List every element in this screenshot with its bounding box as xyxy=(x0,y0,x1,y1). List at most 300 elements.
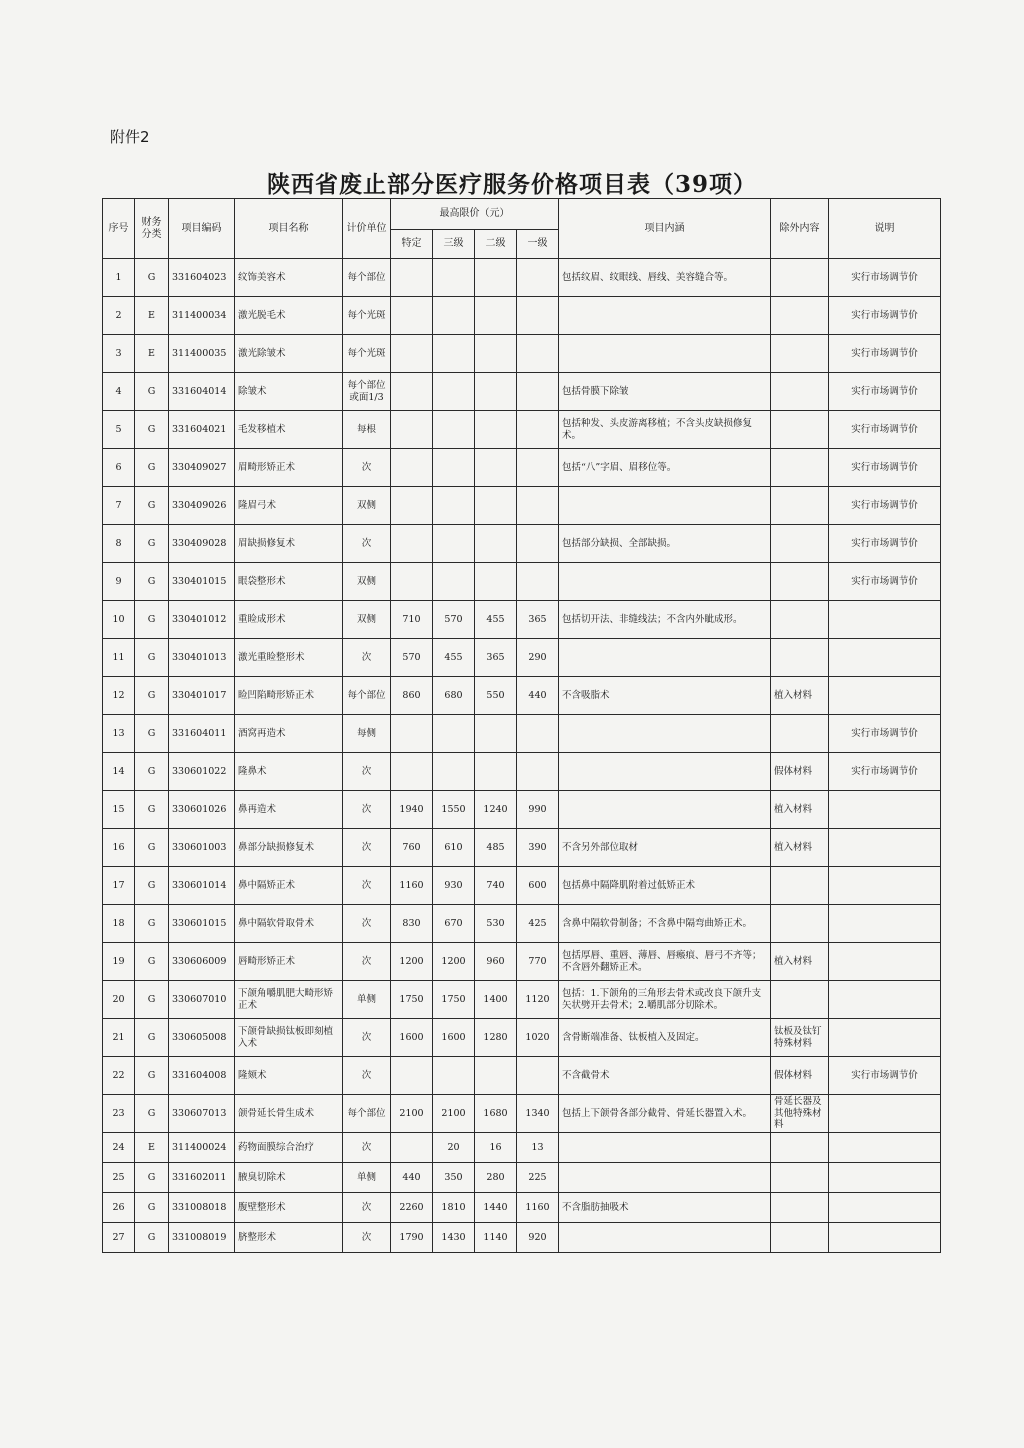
cell-content xyxy=(559,1223,771,1253)
cell-no: 23 xyxy=(103,1095,135,1133)
cell-name: 下颌骨缺损钛板即刻植入术 xyxy=(235,1019,343,1057)
cell-special xyxy=(391,297,433,335)
cell-special: 1600 xyxy=(391,1019,433,1057)
cell-code: 330401012 xyxy=(169,601,235,639)
cell-content: 包括部分缺损、全部缺损。 xyxy=(559,525,771,563)
cell-no: 25 xyxy=(103,1163,135,1193)
cell-name: 隆鼻术 xyxy=(235,753,343,791)
cell-level2: 1680 xyxy=(475,1095,517,1133)
cell-level1 xyxy=(517,753,559,791)
table-row xyxy=(103,297,941,335)
cell-unit: 次 xyxy=(343,905,391,943)
cell-exclusion: 骨延长器及其他特殊材料 xyxy=(771,1095,829,1133)
cell-category: E xyxy=(135,297,169,335)
header-unit: 计价单位 xyxy=(343,199,391,259)
cell-level3: 570 xyxy=(433,601,475,639)
header-name: 项目名称 xyxy=(235,199,343,259)
cell-no: 9 xyxy=(103,563,135,601)
cell-content xyxy=(559,715,771,753)
cell-name: 药物面膜综合治疗 xyxy=(235,1133,343,1163)
cell-name: 腋臭切除术 xyxy=(235,1163,343,1193)
cell-level1: 990 xyxy=(517,791,559,829)
cell-level3 xyxy=(433,449,475,487)
table-row xyxy=(103,905,941,943)
cell-level1 xyxy=(517,1057,559,1095)
cell-name: 鼻中隔矫正术 xyxy=(235,867,343,905)
cell-exclusion: 植入材料 xyxy=(771,943,829,981)
cell-unit: 次 xyxy=(343,753,391,791)
cell-name: 纹饰美容术 xyxy=(235,259,343,297)
cell-level3: 455 xyxy=(433,639,475,677)
cell-no: 16 xyxy=(103,829,135,867)
cell-level3: 1430 xyxy=(433,1223,475,1253)
cell-level1: 1340 xyxy=(517,1095,559,1133)
cell-code: 330401017 xyxy=(169,677,235,715)
table-row xyxy=(103,943,941,981)
cell-content: 含鼻中隔软骨制备；不含鼻中隔弯曲矫正术。 xyxy=(559,905,771,943)
cell-note: 实行市场调节价 xyxy=(829,297,941,335)
cell-level3: 680 xyxy=(433,677,475,715)
attachment-label: 附件2 xyxy=(110,128,150,146)
table-row xyxy=(103,335,941,373)
cell-level2: 16 xyxy=(475,1133,517,1163)
cell-unit: 次 xyxy=(343,639,391,677)
cell-content xyxy=(559,297,771,335)
cell-level2: 1140 xyxy=(475,1223,517,1253)
cell-content xyxy=(559,487,771,525)
cell-code: 331008019 xyxy=(169,1223,235,1253)
table-row xyxy=(103,677,941,715)
cell-content xyxy=(559,335,771,373)
cell-level1 xyxy=(517,297,559,335)
cell-level3 xyxy=(433,487,475,525)
cell-no: 15 xyxy=(103,791,135,829)
cell-note xyxy=(829,639,941,677)
cell-exclusion xyxy=(771,373,829,411)
cell-special xyxy=(391,715,433,753)
cell-note xyxy=(829,829,941,867)
cell-no: 12 xyxy=(103,677,135,715)
cell-category: G xyxy=(135,563,169,601)
cell-level2 xyxy=(475,753,517,791)
cell-exclusion xyxy=(771,525,829,563)
cell-level3: 670 xyxy=(433,905,475,943)
cell-unit: 每侧 xyxy=(343,715,391,753)
cell-no: 10 xyxy=(103,601,135,639)
cell-level3: 20 xyxy=(433,1133,475,1163)
cell-level2: 1280 xyxy=(475,1019,517,1057)
cell-content xyxy=(559,1163,771,1193)
cell-unit: 次 xyxy=(343,1057,391,1095)
cell-no: 5 xyxy=(103,411,135,449)
cell-unit: 次 xyxy=(343,1019,391,1057)
cell-content: 包括：1.下颌角的三角形去骨术或改良下颌升支矢状劈开去骨术；2.嚼肌部分切除术。 xyxy=(559,981,771,1019)
cell-code: 331604014 xyxy=(169,373,235,411)
cell-category: G xyxy=(135,525,169,563)
cell-level2 xyxy=(475,297,517,335)
cell-level3 xyxy=(433,411,475,449)
cell-no: 21 xyxy=(103,1019,135,1057)
cell-no: 22 xyxy=(103,1057,135,1095)
cell-unit: 每个光斑 xyxy=(343,297,391,335)
cell-category: G xyxy=(135,1057,169,1095)
cell-level2: 1400 xyxy=(475,981,517,1019)
cell-level3 xyxy=(433,563,475,601)
table-row xyxy=(103,487,941,525)
cell-code: 330601022 xyxy=(169,753,235,791)
cell-note xyxy=(829,943,941,981)
cell-level3 xyxy=(433,297,475,335)
cell-content: 包括切开法、非缝线法；不含内外眦成形。 xyxy=(559,601,771,639)
cell-note: 实行市场调节价 xyxy=(829,487,941,525)
cell-note xyxy=(829,867,941,905)
header-note: 说明 xyxy=(829,199,941,259)
cell-code: 311400034 xyxy=(169,297,235,335)
cell-category: G xyxy=(135,1223,169,1253)
cell-note: 实行市场调节价 xyxy=(829,449,941,487)
cell-level1 xyxy=(517,449,559,487)
cell-level2: 1240 xyxy=(475,791,517,829)
table-row xyxy=(103,829,941,867)
header-category: 财务分类 xyxy=(135,199,169,259)
cell-name: 重睑成形术 xyxy=(235,601,343,639)
cell-code: 330607010 xyxy=(169,981,235,1019)
cell-note xyxy=(829,1193,941,1223)
table-row xyxy=(103,1057,941,1095)
cell-level2: 1440 xyxy=(475,1193,517,1223)
cell-level2 xyxy=(475,487,517,525)
table-row xyxy=(103,867,941,905)
cell-name: 毛发移植术 xyxy=(235,411,343,449)
cell-name: 腹壁整形术 xyxy=(235,1193,343,1223)
cell-level2 xyxy=(475,563,517,601)
cell-content xyxy=(559,639,771,677)
cell-special xyxy=(391,1057,433,1095)
table-row xyxy=(103,791,941,829)
cell-special: 760 xyxy=(391,829,433,867)
cell-category: E xyxy=(135,1133,169,1163)
cell-level3: 930 xyxy=(433,867,475,905)
table-row xyxy=(103,373,941,411)
cell-content xyxy=(559,563,771,601)
cell-unit: 双侧 xyxy=(343,601,391,639)
cell-level1 xyxy=(517,563,559,601)
cell-level1: 1120 xyxy=(517,981,559,1019)
cell-unit: 每个部位 xyxy=(343,259,391,297)
cell-special xyxy=(391,487,433,525)
cell-code: 330601003 xyxy=(169,829,235,867)
cell-special xyxy=(391,563,433,601)
table-row xyxy=(103,525,941,563)
cell-exclusion xyxy=(771,867,829,905)
cell-code: 330601014 xyxy=(169,867,235,905)
cell-unit: 每个光斑 xyxy=(343,335,391,373)
cell-name: 酒窝再造术 xyxy=(235,715,343,753)
table-row xyxy=(103,259,941,297)
price-table xyxy=(102,198,941,1253)
cell-code: 330601015 xyxy=(169,905,235,943)
cell-level2 xyxy=(475,1057,517,1095)
cell-code: 331604011 xyxy=(169,715,235,753)
cell-level1: 770 xyxy=(517,943,559,981)
header-code: 项目编码 xyxy=(169,199,235,259)
cell-exclusion xyxy=(771,449,829,487)
cell-level1: 225 xyxy=(517,1163,559,1193)
cell-code: 330409028 xyxy=(169,525,235,563)
cell-exclusion xyxy=(771,1163,829,1193)
cell-note xyxy=(829,981,941,1019)
cell-level2 xyxy=(475,335,517,373)
cell-level2 xyxy=(475,715,517,753)
table-row xyxy=(103,639,941,677)
cell-unit: 每个部位或面1/3 xyxy=(343,373,391,411)
cell-special: 710 xyxy=(391,601,433,639)
cell-unit: 次 xyxy=(343,525,391,563)
cell-name: 脐整形术 xyxy=(235,1223,343,1253)
cell-category: G xyxy=(135,487,169,525)
cell-level1: 600 xyxy=(517,867,559,905)
cell-name: 眉畸形矫正术 xyxy=(235,449,343,487)
cell-exclusion xyxy=(771,297,829,335)
cell-special: 1160 xyxy=(391,867,433,905)
table-row xyxy=(103,563,941,601)
cell-unit: 次 xyxy=(343,1193,391,1223)
cell-level1: 1020 xyxy=(517,1019,559,1057)
cell-special xyxy=(391,525,433,563)
cell-exclusion xyxy=(771,601,829,639)
cell-note xyxy=(829,1019,941,1057)
cell-level3: 610 xyxy=(433,829,475,867)
cell-content xyxy=(559,791,771,829)
cell-level1 xyxy=(517,411,559,449)
table-row xyxy=(103,1095,941,1133)
cell-level1: 290 xyxy=(517,639,559,677)
cell-special: 1790 xyxy=(391,1223,433,1253)
cell-level3 xyxy=(433,259,475,297)
cell-unit: 次 xyxy=(343,1223,391,1253)
table-row xyxy=(103,981,941,1019)
cell-unit: 次 xyxy=(343,829,391,867)
table-row xyxy=(103,1193,941,1223)
cell-level3 xyxy=(433,373,475,411)
cell-no: 13 xyxy=(103,715,135,753)
cell-level3 xyxy=(433,1057,475,1095)
cell-exclusion xyxy=(771,639,829,677)
cell-unit: 单侧 xyxy=(343,1163,391,1193)
cell-category: G xyxy=(135,1019,169,1057)
cell-level3: 2100 xyxy=(433,1095,475,1133)
cell-no: 20 xyxy=(103,981,135,1019)
cell-unit: 次 xyxy=(343,867,391,905)
cell-content: 包括上下颌骨各部分截骨、骨延长器置入术。 xyxy=(559,1095,771,1133)
cell-special: 2260 xyxy=(391,1193,433,1223)
cell-level3: 1550 xyxy=(433,791,475,829)
cell-code: 330601026 xyxy=(169,791,235,829)
cell-content: 包括“八”字眉、眉移位等。 xyxy=(559,449,771,487)
cell-exclusion: 植入材料 xyxy=(771,829,829,867)
cell-note: 实行市场调节价 xyxy=(829,525,941,563)
table-row xyxy=(103,411,941,449)
cell-exclusion xyxy=(771,715,829,753)
cell-name: 眉缺损修复术 xyxy=(235,525,343,563)
cell-exclusion: 植入材料 xyxy=(771,791,829,829)
cell-unit: 双侧 xyxy=(343,487,391,525)
cell-no: 4 xyxy=(103,373,135,411)
cell-content: 含骨断端准备、钛板植入及固定。 xyxy=(559,1019,771,1057)
cell-note: 实行市场调节价 xyxy=(829,1057,941,1095)
cell-no: 8 xyxy=(103,525,135,563)
cell-no: 6 xyxy=(103,449,135,487)
cell-level2 xyxy=(475,259,517,297)
cell-unit: 每个部位 xyxy=(343,677,391,715)
cell-name: 激光脱毛术 xyxy=(235,297,343,335)
cell-content: 包括种发、头皮游离移植；不含头皮缺损修复术。 xyxy=(559,411,771,449)
cell-level2: 530 xyxy=(475,905,517,943)
cell-special xyxy=(391,1133,433,1163)
cell-special: 860 xyxy=(391,677,433,715)
cell-unit: 单侧 xyxy=(343,981,391,1019)
cell-category: G xyxy=(135,829,169,867)
cell-note xyxy=(829,601,941,639)
cell-level2 xyxy=(475,525,517,563)
cell-exclusion xyxy=(771,1193,829,1223)
cell-category: G xyxy=(135,449,169,487)
cell-name: 睑凹陷畸形矫正术 xyxy=(235,677,343,715)
cell-unit: 双侧 xyxy=(343,563,391,601)
cell-no: 14 xyxy=(103,753,135,791)
cell-level1: 365 xyxy=(517,601,559,639)
cell-category: G xyxy=(135,639,169,677)
cell-exclusion xyxy=(771,1133,829,1163)
cell-level1: 920 xyxy=(517,1223,559,1253)
cell-level3 xyxy=(433,753,475,791)
cell-code: 330606009 xyxy=(169,943,235,981)
cell-name: 眼袋整形术 xyxy=(235,563,343,601)
cell-no: 24 xyxy=(103,1133,135,1163)
cell-category: G xyxy=(135,943,169,981)
cell-level2: 485 xyxy=(475,829,517,867)
cell-level1: 1160 xyxy=(517,1193,559,1223)
cell-content xyxy=(559,753,771,791)
cell-unit: 次 xyxy=(343,943,391,981)
cell-category: G xyxy=(135,905,169,943)
cell-level3 xyxy=(433,715,475,753)
cell-exclusion xyxy=(771,1223,829,1253)
header-special: 特定 xyxy=(391,230,433,259)
cell-name: 鼻部分缺损修复术 xyxy=(235,829,343,867)
cell-level1 xyxy=(517,259,559,297)
cell-special: 1200 xyxy=(391,943,433,981)
cell-level1 xyxy=(517,525,559,563)
cell-code: 330401013 xyxy=(169,639,235,677)
table-row xyxy=(103,1019,941,1057)
cell-exclusion: 假体材料 xyxy=(771,1057,829,1095)
cell-exclusion: 假体材料 xyxy=(771,753,829,791)
cell-content: 包括鼻中隔降肌附着过低矫正术 xyxy=(559,867,771,905)
cell-category: G xyxy=(135,867,169,905)
cell-level1: 440 xyxy=(517,677,559,715)
cell-exclusion: 钛板及钛钉特殊材料 xyxy=(771,1019,829,1057)
cell-level3: 1810 xyxy=(433,1193,475,1223)
cell-no: 19 xyxy=(103,943,135,981)
cell-level3: 1750 xyxy=(433,981,475,1019)
table-body xyxy=(103,259,941,1253)
table-row xyxy=(103,1163,941,1193)
cell-exclusion xyxy=(771,981,829,1019)
cell-special xyxy=(391,335,433,373)
cell-code: 331602011 xyxy=(169,1163,235,1193)
cell-no: 2 xyxy=(103,297,135,335)
table-row xyxy=(103,715,941,753)
table-row xyxy=(103,1223,941,1253)
cell-unit: 次 xyxy=(343,791,391,829)
cell-code: 331604023 xyxy=(169,259,235,297)
cell-name: 鼻再造术 xyxy=(235,791,343,829)
cell-special: 2100 xyxy=(391,1095,433,1133)
cell-note xyxy=(829,791,941,829)
cell-special xyxy=(391,373,433,411)
table-row xyxy=(103,449,941,487)
cell-code: 331008018 xyxy=(169,1193,235,1223)
cell-special xyxy=(391,259,433,297)
cell-level2: 455 xyxy=(475,601,517,639)
cell-content: 包括骨膜下除皱 xyxy=(559,373,771,411)
cell-exclusion xyxy=(771,411,829,449)
cell-code: 331604008 xyxy=(169,1057,235,1095)
cell-level1: 390 xyxy=(517,829,559,867)
cell-name: 除皱术 xyxy=(235,373,343,411)
cell-note xyxy=(829,905,941,943)
cell-no: 26 xyxy=(103,1193,135,1223)
cell-level2: 365 xyxy=(475,639,517,677)
cell-level1 xyxy=(517,487,559,525)
cell-code: 330605008 xyxy=(169,1019,235,1057)
cell-level3: 350 xyxy=(433,1163,475,1193)
cell-level2 xyxy=(475,411,517,449)
cell-name: 鼻中隔软骨取骨术 xyxy=(235,905,343,943)
cell-exclusion xyxy=(771,905,829,943)
cell-level3: 1200 xyxy=(433,943,475,981)
cell-level1 xyxy=(517,715,559,753)
cell-special: 440 xyxy=(391,1163,433,1193)
header-no: 序号 xyxy=(103,199,135,259)
page-title: 陕西省废止部分医疗服务价格项目表（39项） xyxy=(266,171,757,198)
cell-category: G xyxy=(135,677,169,715)
cell-unit: 次 xyxy=(343,1133,391,1163)
cell-no: 17 xyxy=(103,867,135,905)
cell-code: 330607013 xyxy=(169,1095,235,1133)
cell-no: 7 xyxy=(103,487,135,525)
table-row xyxy=(103,753,941,791)
cell-no: 11 xyxy=(103,639,135,677)
cell-category: G xyxy=(135,791,169,829)
cell-level2 xyxy=(475,449,517,487)
header-level2: 二级 xyxy=(475,230,517,259)
cell-content: 不含截骨术 xyxy=(559,1057,771,1095)
cell-unit: 每根 xyxy=(343,411,391,449)
cell-note xyxy=(829,677,941,715)
cell-no: 1 xyxy=(103,259,135,297)
header-exclusion: 除外内容 xyxy=(771,199,829,259)
cell-note: 实行市场调节价 xyxy=(829,335,941,373)
table-row xyxy=(103,1133,941,1163)
cell-code: 330409027 xyxy=(169,449,235,487)
header-level3: 三级 xyxy=(433,230,475,259)
cell-note: 实行市场调节价 xyxy=(829,259,941,297)
cell-level2: 280 xyxy=(475,1163,517,1193)
header-content: 项目内涵 xyxy=(559,199,771,259)
cell-note: 实行市场调节价 xyxy=(829,753,941,791)
